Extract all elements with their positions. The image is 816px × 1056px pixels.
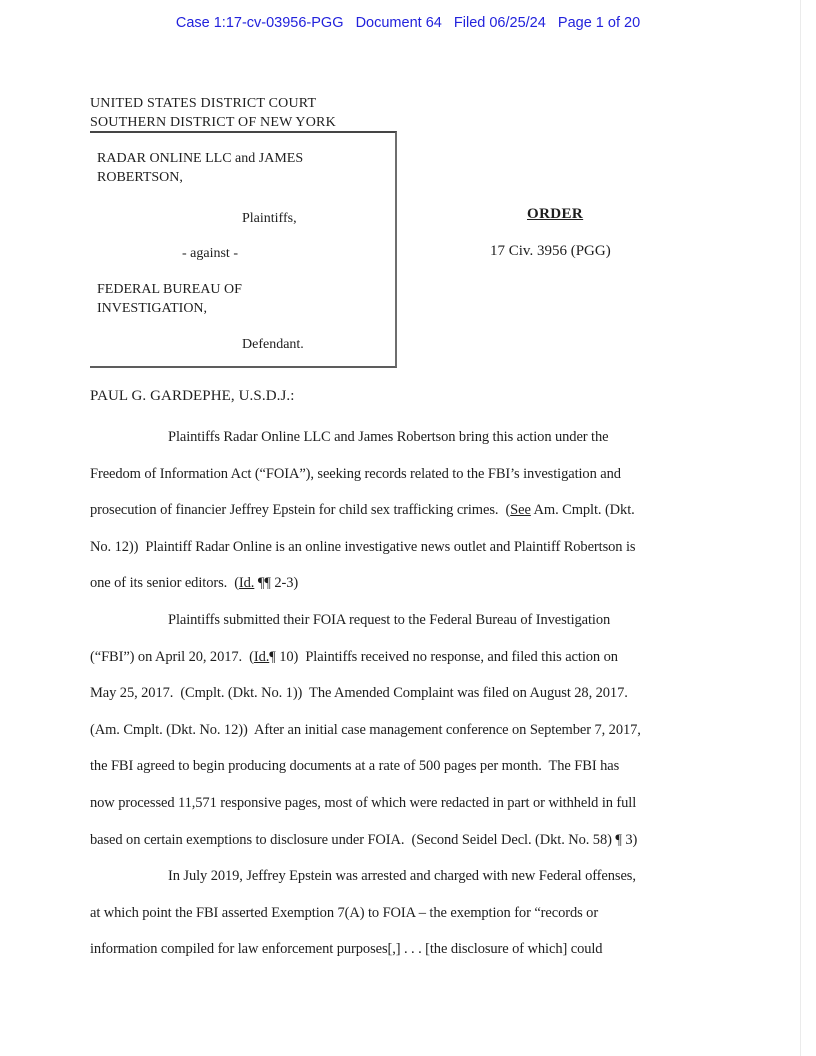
body-line <box>90 565 750 602</box>
text-run: May 25, 2017. (Cmplt. (Dkt. No. 1)) The Amended Complaint was filed on August 28, 2017. <box>90 685 628 702</box>
text-run: Plaintiffs Radar Online LLC and James Robertson bring this action under the <box>168 429 609 445</box>
body-line <box>90 456 750 493</box>
text-run: at which point the FBI asserted Exemption 7(A) to FOIA – the exemption for “records or <box>90 904 599 921</box>
pacer-stamp-header: Case 1:17-cv-03956-PGG Document 64 Filed 06/25/24 Page 1 of 20 <box>175 15 641 31</box>
body-line <box>90 419 750 456</box>
defendant-name-line2: INVESTIGATION, <box>97 301 208 316</box>
text-run: based on certain exemptions to disclosure under FOIA. (Second Seidel Decl. (Dkt. No. 58) ¶ 3) <box>90 831 638 848</box>
court-name-line1: UNITED STATES DISTRICT COURT <box>90 96 317 111</box>
order-title: ORDER <box>527 206 584 222</box>
text-run: (“FBI”) on April 20, 2017. ( <box>90 648 254 665</box>
body-line <box>90 822 750 859</box>
body-block <box>90 386 750 968</box>
underlined-citation: See <box>510 502 531 519</box>
body-line <box>90 675 750 712</box>
text-run: now processed 11,571 responsive pages, most of which were redacted in part or withheld in full <box>90 794 637 811</box>
text-run: ¶ 10) Plaintiffs received no response, and filed this action on <box>269 648 618 665</box>
text-run: ¶¶ 2-3) <box>254 575 299 592</box>
text-run: (Am. Cmplt. (Dkt. No. 12)) After an initial case management conference on September 7, 2017, <box>90 721 641 738</box>
scan-edge-artifact <box>800 0 801 1056</box>
body-line <box>90 858 750 895</box>
underlined-citation: Id. <box>238 575 255 592</box>
body-line <box>90 602 750 639</box>
defendant-name-line1: FEDERAL BUREAU OF <box>97 282 242 297</box>
caption-box <box>90 131 397 368</box>
case-number: 17 Civ. 3956 (PGG) <box>490 243 611 259</box>
text-run: one of its senior editors. ( <box>90 575 239 592</box>
judge-line: PAUL G. GARDEPHE, U.S.D.J.: <box>90 388 295 404</box>
body-line <box>90 712 750 749</box>
text-run: the FBI agreed to begin producing documents at a rate of 500 pages per month. The FBI has <box>90 758 620 775</box>
text-run: Am. Cmplt. (Dkt. <box>530 502 635 519</box>
plaintiffs-label: Plaintiffs, <box>242 211 297 226</box>
body-line <box>90 639 750 676</box>
court-name <box>90 95 336 132</box>
defendant-label: Defendant. <box>242 337 304 352</box>
text-run: Plaintiffs submitted their FOIA request to the Federal Bureau of Investigation <box>168 611 611 628</box>
plaintiff-name-line1: RADAR ONLINE LLC and JAMES <box>97 151 304 166</box>
text-run: Freedom of Information Act (“FOIA”), seeking records related to the FBI’s investigation and <box>90 465 621 482</box>
body-line <box>90 931 750 968</box>
plaintiff-name-line2: ROBERTSON, <box>97 170 183 185</box>
underlined-citation: Id. <box>253 648 270 665</box>
text-run: No. 12)) Plaintiff Radar Online is an online investigative news outlet and Plaintiff Robertson is <box>90 538 636 555</box>
body-line <box>90 529 750 566</box>
text-run: information compiled for law enforcement purposes[,] . . . [the disclosure of which] could <box>90 941 603 958</box>
against-label: - against - <box>182 246 238 261</box>
text-run: prosecution of financier Jeffrey Epstein for child sex trafficking crimes. ( <box>90 502 511 519</box>
body-line <box>90 785 750 822</box>
body-paragraphs <box>90 419 750 968</box>
body-line <box>90 492 750 529</box>
body-line <box>90 748 750 785</box>
court-name-line2: SOUTHERN DISTRICT OF NEW YORK <box>90 114 336 130</box>
body-line <box>90 895 750 932</box>
text-run: In July 2019, Jeffrey Epstein was arrested and charged with new Federal offenses, <box>168 868 636 885</box>
